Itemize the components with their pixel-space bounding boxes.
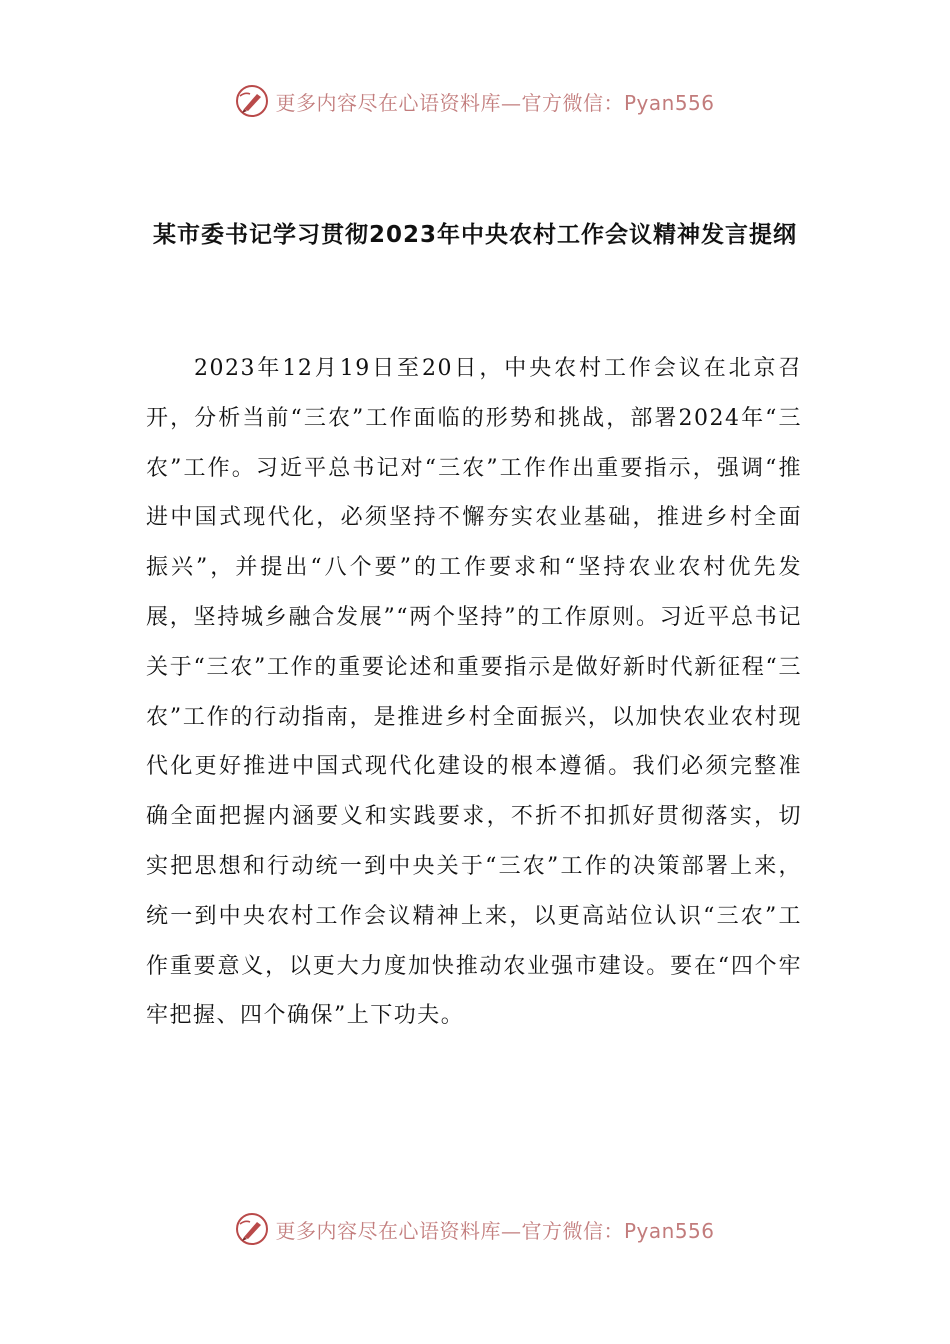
header-watermark (0, 84, 950, 118)
document-title: 某市委书记学习贯彻2023年中央农村工作会议精神发言提纲 (152, 222, 797, 248)
watermark-text: 更多内容尽在心语资料库—官方微信：Pyan556 (275, 1218, 715, 1243)
watermark-id: Pyan556 (623, 1218, 715, 1243)
watermark-text: 更多内容尽在心语资料库—官方微信：Pyan556 (275, 90, 715, 115)
pen-nib-logo-icon (235, 84, 269, 118)
watermark-id: Pyan556 (623, 90, 715, 115)
pen-nib-logo-icon (235, 1212, 269, 1246)
body-paragraph: 2023年12月19日至20日，中央农村工作会议在北京召开，分析当前“三农”工作面临的形势和挑战，部署2024年“三农”工作。习近平总书记对“三农”工作作出重要指示，强调“推进中国式现代化，必须坚持不懈夯实农业基础，推进乡村全面振兴”，并提出“八个要”的工作要求和“坚持农业农村优先发展，坚持城乡融合发展”“两个坚持”的工作原则。习近平总书记关于“三农”工作的重要论述和重要指示是做好新时代新征程“三农”工作的行动指南，是推进乡村全面振兴，以加快农业农村现代化更好推进中国式现代化建设的根本遵循。我们必须完整准确全面把握内涵要义和实践要求，不折不扣抓好贯彻落实，切实把思想和行动统一到中央关于“三农”工作的决策部署上来，统一到中央农村工作会议精神上来，以更高站位认识“三农”工作重要意义，以更大力度加快推动农业强市建设。要在“四个牢牢把握、四个确保”上下功夫。 (146, 356, 802, 1029)
footer-watermark (0, 1212, 950, 1246)
